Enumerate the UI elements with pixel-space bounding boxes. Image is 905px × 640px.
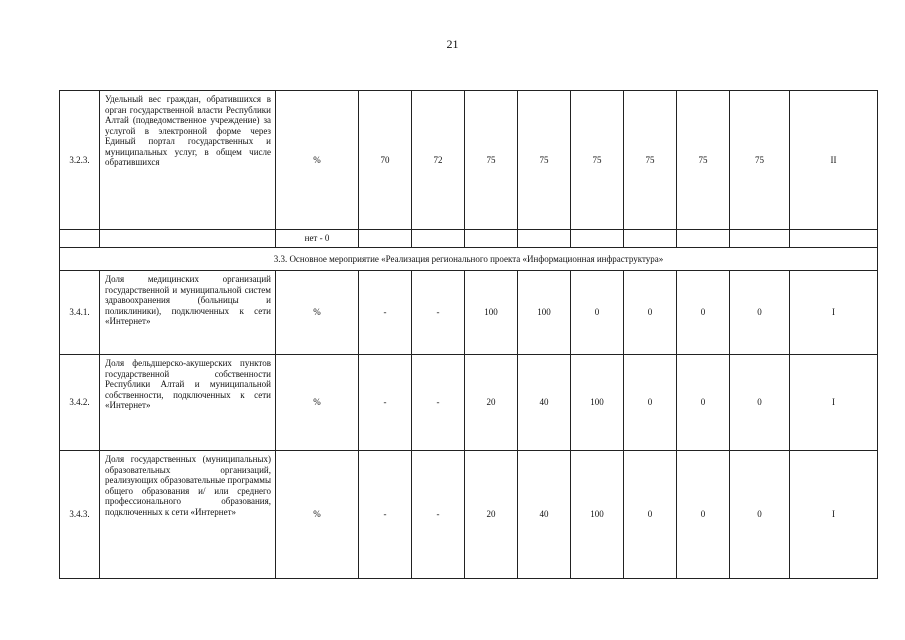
value-cell: 20 (465, 451, 518, 579)
category-cell: II (790, 91, 878, 230)
value-cell: 75 (730, 91, 790, 230)
table-row (60, 355, 878, 451)
value-cell: 20 (465, 355, 518, 451)
value-cell: 0 (677, 355, 730, 451)
value-cell: - (412, 451, 465, 579)
empty-cell (730, 230, 790, 248)
empty-cell (60, 230, 100, 248)
value-cell: 0 (571, 271, 624, 355)
value-cell: 40 (518, 355, 571, 451)
empty-cell (465, 230, 518, 248)
empty-cell (412, 230, 465, 248)
value-cell: 70 (359, 91, 412, 230)
value-cell: - (359, 271, 412, 355)
table-row (60, 451, 878, 579)
table-row (60, 91, 878, 230)
empty-cell (571, 230, 624, 248)
empty-cell (624, 230, 677, 248)
row-code: 3.4.3. (60, 451, 100, 579)
table-row (60, 248, 878, 271)
row-code: 3.2.3. (60, 91, 100, 230)
empty-cell (359, 230, 412, 248)
empty-cell (518, 230, 571, 248)
value-cell: 75 (571, 91, 624, 230)
table-row (60, 230, 878, 248)
value-cell: 0 (730, 271, 790, 355)
category-cell: I (790, 271, 878, 355)
unit-cell: % (276, 451, 359, 579)
value-cell: 100 (518, 271, 571, 355)
category-cell: I (790, 355, 878, 451)
value-cell: 100 (465, 271, 518, 355)
value-cell: 40 (518, 451, 571, 579)
section-title: 3.3. Основное мероприятие «Реализация регионального проекта «Информационная инфраструктура» (60, 248, 878, 271)
value-cell: 100 (571, 355, 624, 451)
page-number: 21 (446, 37, 459, 51)
value-cell: 0 (730, 451, 790, 579)
indicator-name: Доля медицинских организаций государственной и муниципальной систем здравоохранения (больницы и поликлиники), подключенных к сети «Интернет» (100, 271, 276, 355)
value-cell: 0 (624, 355, 677, 451)
value-cell: 75 (624, 91, 677, 230)
value-cell: 0 (624, 451, 677, 579)
note-cell: нет - 0 (276, 230, 359, 248)
value-cell: 0 (730, 355, 790, 451)
indicator-name: Доля государственных (муниципальных) образовательных организаций, реализующих образовательные программы общего образования и/ или среднего профессионального образования, подключенных к сети «Интернет» (100, 451, 276, 579)
indicator-name: Доля фельдшерско-акушерских пунктов государственной собственности Республики Алтай и муниципальной собственности, подключенных к сети «Интернет» (100, 355, 276, 451)
value-cell: 0 (624, 271, 677, 355)
value-cell: - (412, 355, 465, 451)
unit-cell: % (276, 91, 359, 230)
row-code: 3.4.2. (60, 355, 100, 451)
value-cell: - (359, 451, 412, 579)
value-cell: 75 (677, 91, 730, 230)
value-cell: 72 (412, 91, 465, 230)
value-cell: 75 (465, 91, 518, 230)
indicator-name: Удельный вес граждан, обратившихся в орган государственной власти Республики Алтай (подведомственное учреждение) за услугой в электронной форме через Единый портал государственных и муниципальных услуг, в общем числе обратившихся (100, 91, 276, 230)
row-code: 3.4.1. (60, 271, 100, 355)
unit-cell: % (276, 271, 359, 355)
unit-cell: % (276, 355, 359, 451)
value-cell: - (412, 271, 465, 355)
table-row (60, 271, 878, 355)
value-cell: 100 (571, 451, 624, 579)
empty-cell (790, 230, 878, 248)
value-cell: 75 (518, 91, 571, 230)
value-cell: 0 (677, 271, 730, 355)
category-cell: I (790, 451, 878, 579)
value-cell: 0 (677, 451, 730, 579)
empty-cell (677, 230, 730, 248)
indicators-table (59, 90, 878, 579)
value-cell: - (359, 355, 412, 451)
empty-cell (100, 230, 276, 248)
